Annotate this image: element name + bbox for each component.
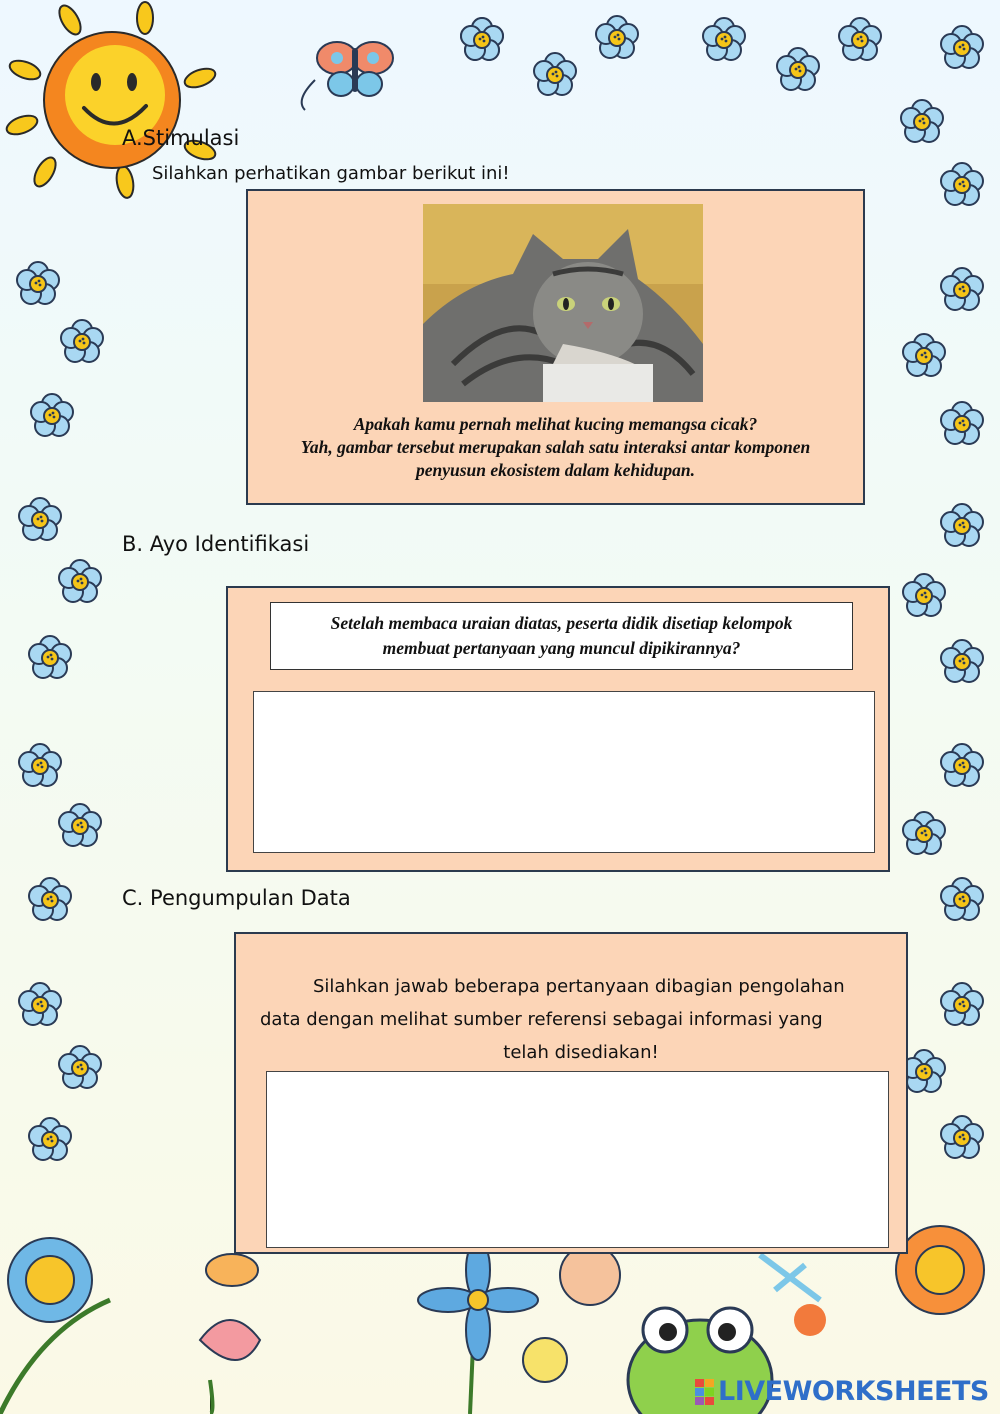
liveworksheets-watermark [694,1376,989,1407]
stimulus-box [246,189,865,505]
watermark-text: LIVEWORKSHEETS [718,1376,989,1407]
section-a-title: Stimulasi [142,126,240,150]
prompt-line-1: Setelah membaca uraian diatas, peserta didik disetiap kelompok [330,613,793,633]
butterfly-icon [302,42,393,110]
stimulus-caption [248,413,863,482]
cat-photo [423,204,703,402]
identification-box [226,586,890,872]
c-prompt-line-1: Silahkan jawab beberapa pertanyaan dibagian pengolahan [313,976,845,997]
section-c-letter: C. [122,886,144,910]
section-a-instruction: Silahkan perhatikan gambar berikut ini! [152,163,510,184]
section-a-heading [122,126,239,150]
identification-prompt [270,602,853,670]
prompt-line-2: membuat pertanyaan yang muncul dipikirannya? [382,638,741,658]
section-b-letter: B. [122,532,144,556]
liveworksheets-logo-icon [694,1377,716,1407]
c-prompt-line-3: telah disediakan! [503,1042,659,1063]
section-c-title: Pengumpulan Data [150,886,351,910]
caption-line-3: penyusun ekosistem dalam kehidupan. [415,460,696,480]
section-b-title: Ayo Identifikasi [149,532,310,556]
caption-line-2: Yah, gambar tersebut merupakan salah satu interaksi antar komponen [300,437,811,457]
data-collection-answer-field[interactable] [266,1071,889,1248]
data-collection-prompt [236,970,906,1069]
section-c-heading [122,886,351,910]
c-prompt-line-2: data dengan melihat sumber referensi sebagai informasi yang [260,1009,823,1030]
data-collection-box [234,932,908,1254]
caption-line-1: Apakah kamu pernah melihat kucing memangsa cicak? [353,414,758,434]
section-b-heading [122,532,309,556]
section-a-letter: A. [122,126,143,150]
identification-answer-field[interactable] [253,691,875,853]
